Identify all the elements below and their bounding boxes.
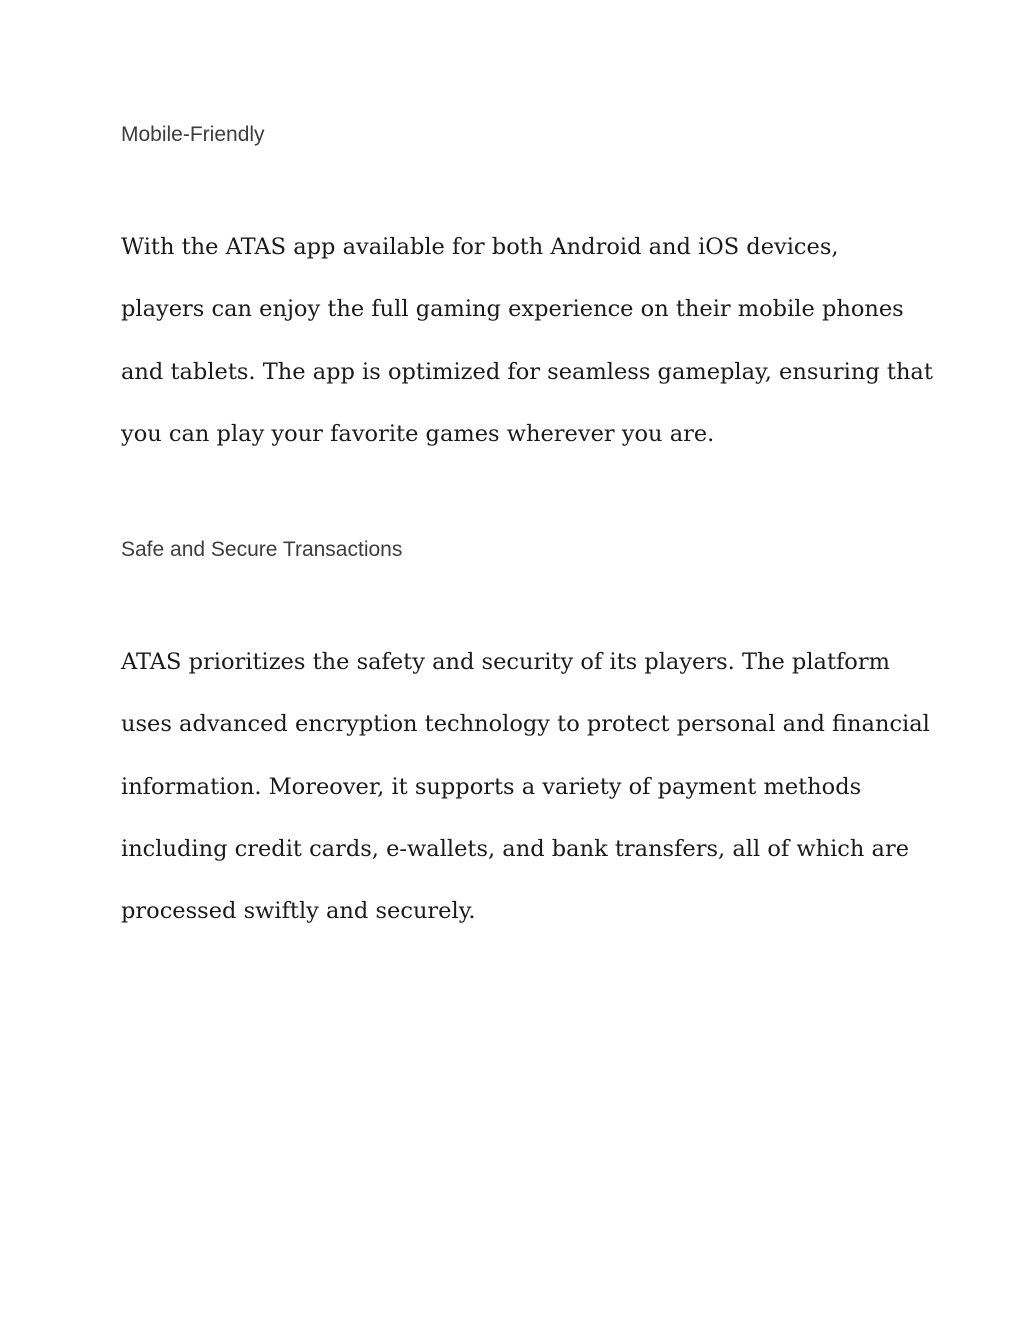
paragraph-line: players can enjoy the full gaming experience on their mobile phones	[121, 296, 904, 323]
paragraph-line: processed swiftly and securely.	[121, 898, 476, 925]
section-heading-safe-secure-transactions: Safe and Secure Transactions	[121, 538, 403, 561]
paragraph-line: you can play your favorite games wherever you are.	[121, 420, 715, 447]
paragraph-safe-secure-transactions	[121, 647, 930, 958]
paragraph-line: and tablets. The app is optimized for seamless gameplay, ensuring that	[121, 358, 933, 385]
paragraph-line: ATAS prioritizes the safety and security of its players. The platform	[121, 649, 890, 675]
paragraph-line: uses advanced encryption technology to protect personal and financial	[121, 711, 930, 738]
paragraph-line: information. Moreover, it supports a variety of payment methods	[121, 773, 862, 800]
paragraph-line: including credit cards, e-wallets, and bank transfers, all of which are	[121, 835, 910, 862]
section-heading-mobile-friendly: Mobile-Friendly	[121, 123, 265, 146]
paragraph-mobile-friendly	[121, 232, 933, 481]
paragraph-line: With the ATAS app available for both Android and iOS devices,	[121, 234, 839, 260]
